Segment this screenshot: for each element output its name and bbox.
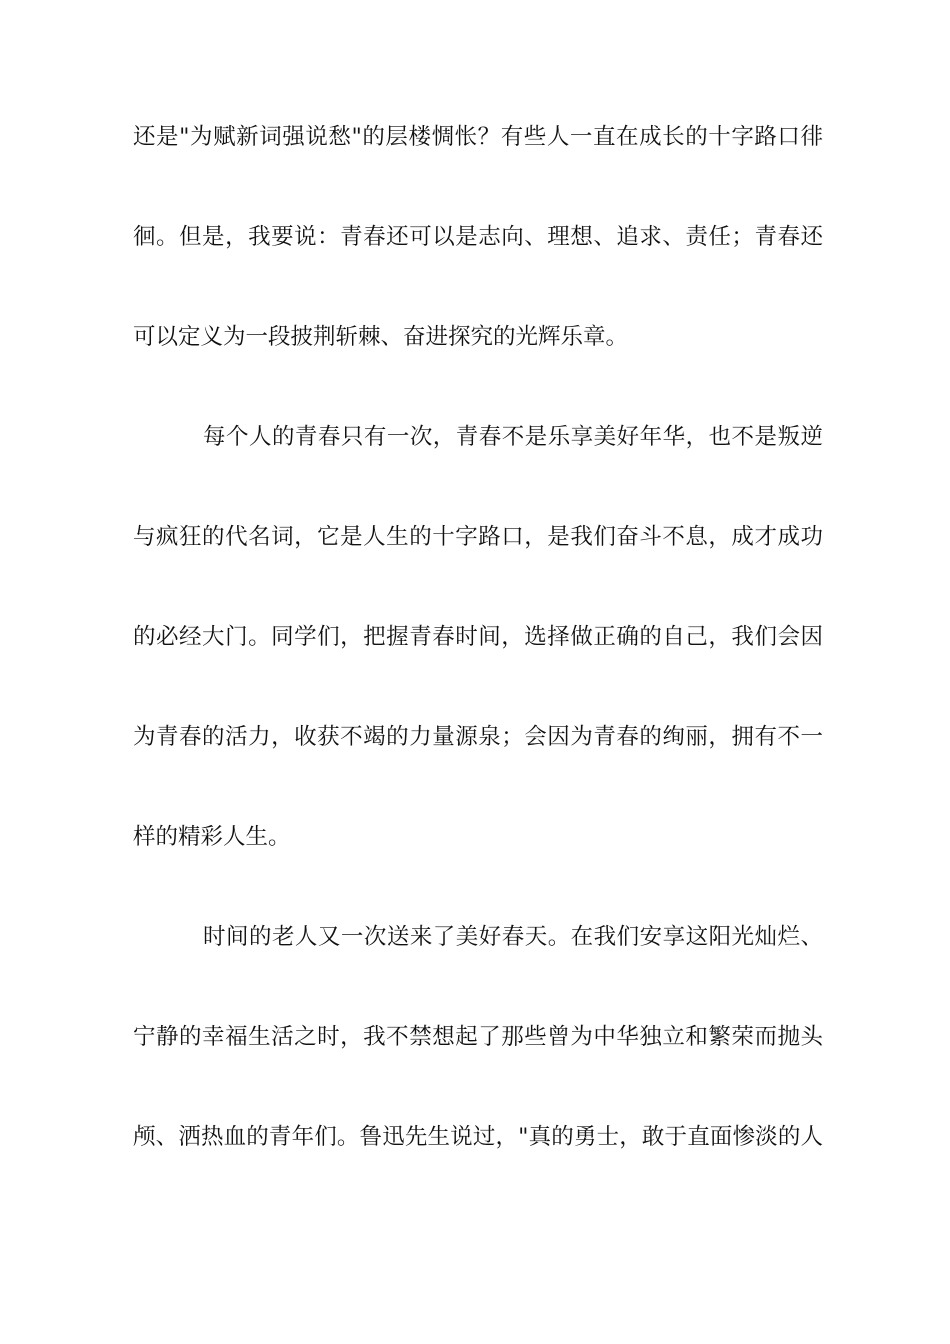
paragraph-1-line-3: 可以定义为一段披荆斩棘、奋进探究的光辉乐章。 bbox=[133, 324, 629, 350]
paragraph-2-line-4: 为青春的活力，收获不竭的力量源泉；会因为青春的绚丽，拥有不一 bbox=[133, 724, 823, 750]
paragraph-3-line-1: 时间的老人又一次送来了美好春天。在我们安享这阳光灿烂、 bbox=[203, 924, 823, 950]
paragraph-2-line-2: 与疯狂的代名词，它是人生的十字路口，是我们奋斗不息，成才成功 bbox=[133, 524, 823, 550]
paragraph-3-line-3: 颅、洒热血的青年们。鲁迅先生说过，"真的勇士，敢于直面惨淡的人 bbox=[133, 1124, 823, 1150]
paragraph-2-line-1: 每个人的青春只有一次，青春不是乐享美好年华，也不是叛逆 bbox=[203, 424, 823, 450]
paragraph-2-line-5: 样的精彩人生。 bbox=[133, 824, 291, 850]
paragraph-1-line-1: 还是"为赋新词强说愁"的层楼惆怅？有些人一直在成长的十字路口徘 bbox=[133, 124, 823, 150]
paragraph-1-line-2: 徊。但是，我要说：青春还可以是志向、理想、追求、责任；青春还 bbox=[133, 224, 823, 250]
paragraph-3-line-2: 宁静的幸福生活之时，我不禁想起了那些曾为中华独立和繁荣而抛头 bbox=[133, 1024, 823, 1050]
paragraph-2-line-3: 的必经大门。同学们，把握青春时间，选择做正确的自己，我们会因 bbox=[133, 624, 823, 650]
